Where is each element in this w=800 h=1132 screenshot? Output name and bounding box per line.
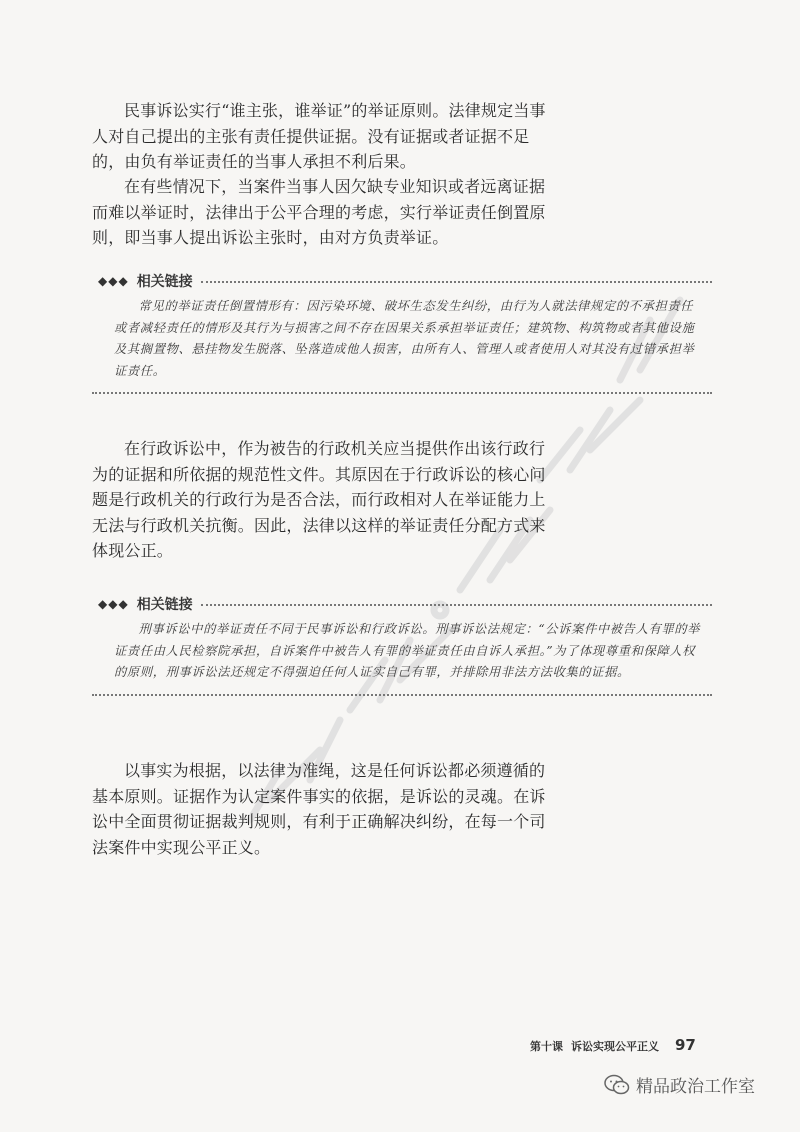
related-link-box: [92, 593, 712, 696]
wechat-account-name: 精品政治工作室: [636, 1077, 755, 1097]
dotted-divider: [92, 694, 712, 696]
related-link-header: [92, 593, 712, 615]
page-footer: [530, 1036, 696, 1054]
dotted-divider: [201, 604, 712, 606]
wechat-icon: [604, 1074, 630, 1096]
paragraph-administrative-burden: 在行政诉讼中，作为被告的行政机关应当提供作出该行政行为的证据和所依据的规范性文件。其原因在于行政诉讼的核心问题是行政机关的行政行为是否合法，而行政相对人在举证能力上无法与行政机关抗衡。因此，法律以这样的举证责任分配方式来体现公正。: [92, 439, 546, 560]
related-link-header: [92, 270, 712, 292]
paragraph-reversed-burden: 在有些情况下，当案件当事人因欠缺专业知识或者远离证据而难以举证时，法律出于公平合理的考虑，实行举证责任倒置原则，即当事人提出诉讼主张时，由对方负责举证。: [92, 177, 546, 247]
wechat-source-tag: [604, 1072, 755, 1097]
related-link-text: 常见的举证责任倒置情形有：因污染环境、破坏生态发生纠纷，由行为人就法律规定的不承担责任或者减轻责任的情形及其行为与损害之间不存在因果关系承担举证责任；建筑物、构筑物或者其他设施及其搁置物、悬挂物发生脱落、坠落造成他人损害，由所有人、管理人或者使用人对其没有过错承担举证责任。: [114, 299, 695, 378]
related-link-text: 刑事诉讼中的举证责任不同于民事诉讼和行政诉讼。刑事诉讼法规定：“公诉案件中被告人有罪的举证责任由人民检察院承担，自诉案件中被告人有罪的举证责任由自诉人承担。”为了体现尊重和保障人权的原则，刑事诉讼法还规定不得强迫任何人证实自己有罪，并排除用非法方法收集的证据。: [114, 622, 701, 679]
paragraph-civil-burden: 民事诉讼实行“谁主张，谁举证”的举证原则。法律规定当事人对自己提出的主张有责任提供证据。没有证据或者证据不足的，由负有举证责任的当事人承担不利后果。: [92, 101, 546, 171]
paragraph-evidence-principle: 以事实为根据，以法律为准绳，这是任何诉讼都必须遵循的基本原则。证据作为认定案件事实的依据，是诉讼的灵魂。在诉讼中全面贯彻证据裁判规则，有利于正确解决纠纷，在每一个司法案件中实现公平正义。: [92, 761, 546, 857]
dotted-divider: [201, 281, 712, 283]
diamond-marker-icon: ◆◆◆: [98, 274, 129, 288]
dotted-divider: [92, 392, 712, 394]
page-number: 97: [675, 1036, 696, 1054]
related-link-box: [92, 270, 712, 394]
related-link-title: 相关链接: [136, 274, 193, 290]
lesson-title: 诉讼实现公平正义: [571, 1040, 659, 1053]
diamond-marker-icon: ◆◆◆: [98, 597, 129, 611]
lesson-label: 第十课: [530, 1040, 563, 1053]
related-link-title: 相关链接: [136, 597, 193, 613]
